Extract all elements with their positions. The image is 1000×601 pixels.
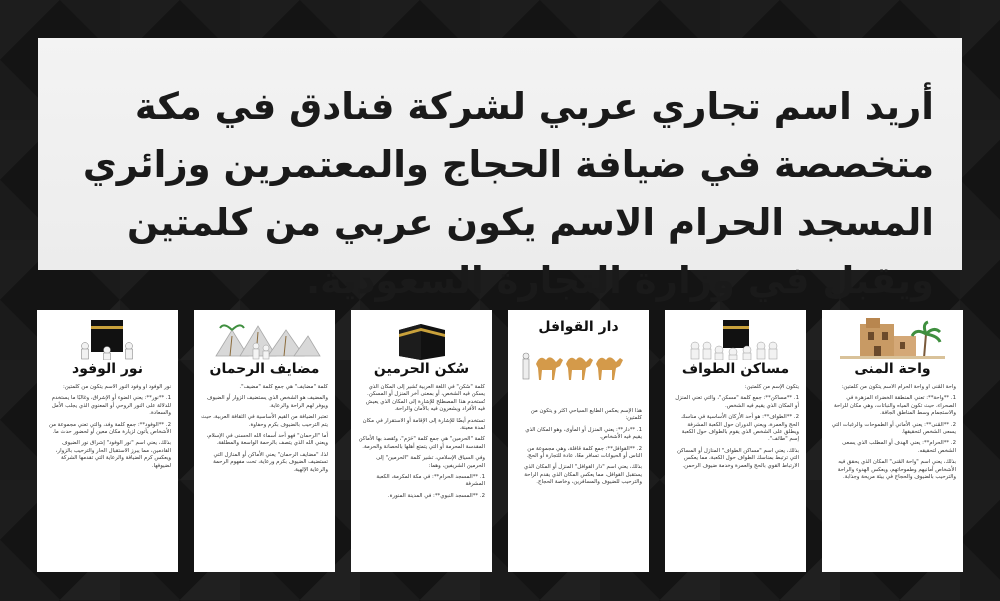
card-paragraph: تعتبر الضيافة من القيم الأساسية في الثقافة العربية، حيث يتم الترحيب بالضيوف بكرم وحفاوة. bbox=[201, 414, 328, 428]
camel-caravan-icon bbox=[516, 344, 641, 382]
headline-box bbox=[38, 38, 962, 302]
card-title: نور الوفود bbox=[72, 361, 143, 377]
card-title: مساكن الطواف bbox=[681, 361, 790, 377]
card-paragraph: 1. **المسجد الحرام**: في مكة المكرمة، الكعبة المشرفة bbox=[376, 474, 485, 488]
card-paragraph: كلمة "الحرمين" هي جمع كلمة "حَرَم"، وتُقصد بها الأماكن المقدسة المحرمة أو التي يتمتع أهلها بالحصانة والحرمة. bbox=[358, 436, 485, 450]
card-body bbox=[44, 384, 171, 568]
card-paragraph: والمضيف هو الشخص الذي يستضيف الزوار أو الضيوف ويوفر لهم الراحة والرعاية. bbox=[206, 395, 328, 409]
card-dar-alqawafil bbox=[508, 310, 649, 572]
card-paragraph: 2. **الطواف**: هو أحد الأركان الأساسية في مناسك الحج والعمرة، ويعني الدوران حول الكعبة المشرفة ويطلق على الشخص الذي يقوم بالطواف حول الكعبة إسم "طائف". bbox=[681, 414, 799, 443]
card-paragraph: لذا، "مضايف الرحمان" يعني الأماكن أو المنازل التي تستضيف الضيوف بكرم ورعاية، تحت مفهوم الرحمة والرعاية الإلهية. bbox=[213, 451, 328, 473]
card-paragraph: هذا الإسم يعكس الطابع السياحي أكثر و يتكون من كلمتين: bbox=[530, 408, 642, 422]
card-paragraph: 2. **المسجد النبوي**: في المدينة المنورة. bbox=[387, 492, 485, 499]
card-body bbox=[829, 384, 956, 568]
card-paragraph: أما "الرحمان" فهو أحد أسماء الله الحسنى في الإسلام، ويعني الله الذي يتصف بالرحمة الواسعة والمطلقة. bbox=[206, 433, 328, 447]
card-title: مضايف الرحمان bbox=[209, 361, 320, 377]
card-paragraph: تستخدم أيضًا للإشارة إلى الإقامة أو الاستقرار في مكان لمدة معينة. bbox=[362, 417, 485, 432]
card-paragraph: كلمة "مضايف" هي جمع كلمة "مضيف". bbox=[239, 384, 328, 390]
card-paragraph: 1. **مساكن**: جمع كلمة "مسكن"، والتي تعني المنزل أو المكان الذي يقيم فيه الشخص. bbox=[675, 395, 799, 409]
card-paragraph: 1. **واحة**: تعني المنطقة الخضراء المزهرة في الصحراء، حيث تكون المياه والنباتات، وهي مكان للراحة والاستجمام وسط المناطق الجافة. bbox=[834, 395, 956, 417]
card-nur-alwufud bbox=[37, 310, 178, 572]
card-body bbox=[515, 408, 642, 568]
card-paragraph: واحة المُنى أو واحة الحرام الاسم يتكون من كلمتين: bbox=[841, 384, 956, 390]
card-paragraph: 1. **دار**: يعني المنزل أو المأوى، وهو المكان الذي يقيم فيه الأشخاص. bbox=[525, 426, 642, 441]
card-paragraph: بذلك، يعني اسم "واحة المُنى" المكان الذي يحقق فيه الأشخاص أمانيهم وطموحاتهم، ويعكس الهدوء والراحة والترحيب بالضيوف والحجاج في بيئة مريحة وجذابة. bbox=[837, 459, 956, 481]
card-paragraph: كلمة "سُكن" في اللغة العربية تُشير إلى المكان الذي يسكن فيه الشخص، أو بمعنى آخر المنزل أو المسكن. تُستخدم هذا المصطلح للإشارة إلى المكان الذي يعيش فيه الأفراد ويشعرون فيه بالأمان والراحة. bbox=[365, 384, 485, 413]
card-wahat-almuna bbox=[822, 310, 963, 572]
card-paragraph: 2. **الحرام**: يعني الهدف أو المطلب الذي يسعى الشخص لتحقيقه. bbox=[842, 440, 956, 454]
card-paragraph: بذلك، يعني اسم "دار القوافل" المنزل أو المكان الذي يستقبل القوافل، مما يعكس المكان الذي يقدم الراحة والترحيب للضيوف والمسافرين، وخاصة الحجاج. bbox=[524, 464, 642, 486]
card-body bbox=[201, 384, 328, 568]
card-masakin-altawaf bbox=[665, 310, 806, 572]
card-title: سُكن الحرمين bbox=[373, 361, 470, 377]
card-paragraph: بذلك، يعني اسم "مساكن الطواف" المنازل أو المساكن التي ترتبط بمناسك الطواف حول الكعبة، مما يعكس الارتباط القوي بالحج والعمرة وخدمة ضيوف الرحمن. bbox=[677, 447, 799, 469]
desert-house-icon bbox=[830, 316, 955, 360]
kaaba-pilgrims-icon bbox=[673, 316, 798, 360]
kaaba-lanterns-icon bbox=[45, 316, 170, 360]
card-title: دار القوافل bbox=[538, 319, 619, 335]
card-body bbox=[358, 384, 485, 568]
card-paragraph: 2. **القوافل**: جمع كلمة قافلة، وهي مجموعة من الناس أو الحيوانات تسافر معًا، عادة للتجارة أو الحج. bbox=[526, 445, 642, 460]
name-cards bbox=[37, 310, 963, 572]
headline-text: أريد اسم تجاري عربي لشركة فنادق في مكة متخصصة في ضيافة الحجاج والمعتمرين وزائري المسجد الحرام الاسم يكون عربي من كلمتين ويقبل في وزارة التجارة السعودية. bbox=[82, 85, 934, 302]
card-paragraph: يتكون الإسم من كلمتين: bbox=[744, 384, 799, 390]
card-sakan-alharamayn bbox=[351, 310, 492, 572]
card-paragraph: 2. **المُنى**: يعني الأماني أو الطموحات والرغبات التي يسعى الشخص لتحقيقها. bbox=[831, 421, 956, 436]
card-paragraph: 2. **الوفود**: جمع كلمة وفد، والتي تعني مجموعة من الأشخاص يأتون لزيارة مكان معين أو لحضور حدث ما. bbox=[48, 421, 171, 436]
card-title: واحة المنى bbox=[854, 361, 931, 377]
card-paragraph: وفي السياق الإسلامي، تشير كلمة "الحرمين" إلى الحرمين الشريفين، وهما: bbox=[376, 455, 485, 469]
card-body bbox=[672, 384, 799, 568]
card-paragraph: بذلك، يعني اسم "نور الوفود" إشراق نور الضيوف القادمين، مما يبرز الاستقبال الحار والترحيب بالزوار، ويعكس كرم الضيافة والرعاية التي تقدمها الشركة لضيوفها. bbox=[55, 440, 171, 469]
card-paragraph: 1. **نور**: يعني الضوء أو الإشراق، وغالبًا ما يستخدم للدلالة على النور الروحي أو المعنوي الذي يجلب الأمل والسعادة. bbox=[51, 395, 171, 417]
kaaba-icon bbox=[359, 316, 484, 360]
tents-icon bbox=[202, 316, 327, 360]
card-paragraph: نور الوفود أو وفود النور الاسم يتكون من كلمتين: bbox=[62, 384, 171, 390]
card-madayif-alrahman bbox=[194, 310, 335, 572]
